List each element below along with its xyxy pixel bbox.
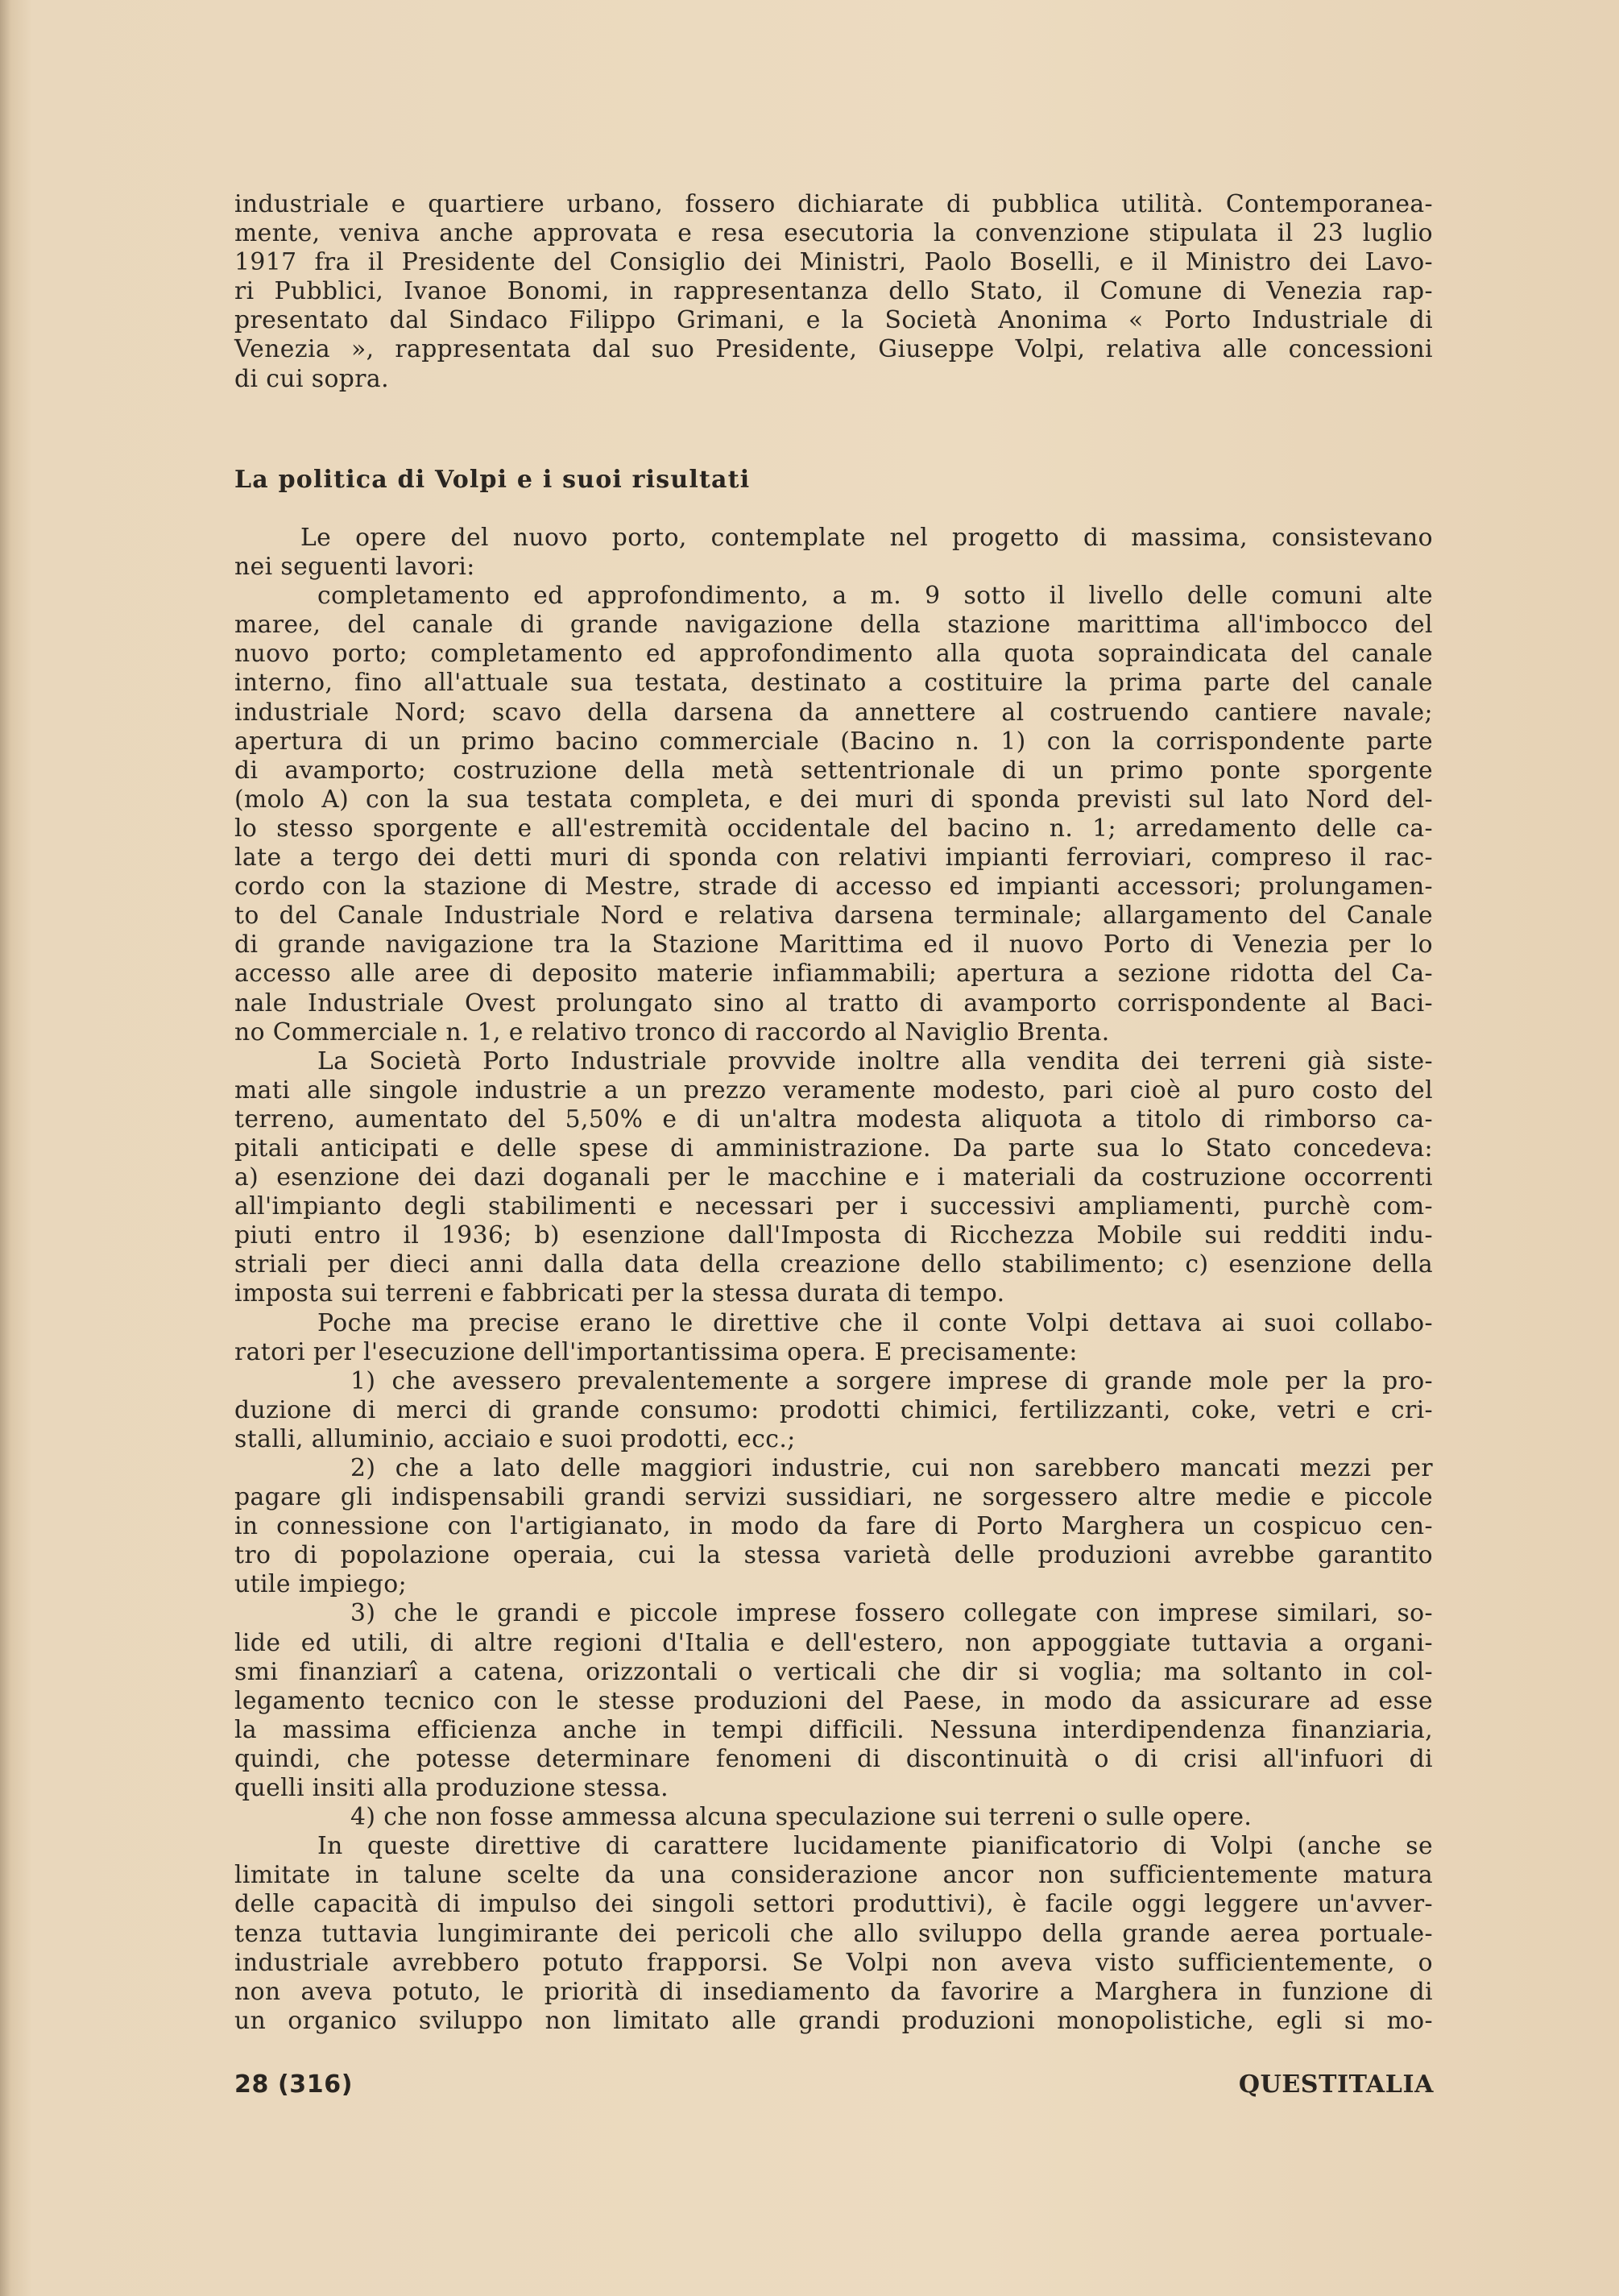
text-line: quelli insiti alla produzione stessa. [234,1774,669,1803]
text-line: completamento ed approfondimento, a m. 9 sotto il livello delle comuni alte [317,582,1433,611]
text-line: apertura di un primo bacino commerciale (Bacino n. 1) con la corrispondente parte [234,727,1433,756]
text-line: 3) che le grandi e piccole imprese fossero collegate con imprese similari, so- [350,1599,1433,1628]
text-line: pagare gli indispensabili grandi servizi sussidiari, ne sorgessero altre medie e piccole [234,1483,1433,1512]
text-line: cordo con la stazione di Mestre, strade di accesso ed impianti accessori; prolungamen- [234,872,1433,901]
text-line: mente, veniva anche approvata e resa esecutoria la convenzione stipulata il 23 luglio [234,219,1433,248]
text-line: di cui sopra. [234,364,389,393]
text-line: 1) che avessero prevalentemente a sorgere imprese di grande mole per la pro- [350,1366,1433,1395]
text-line: 4) che non fosse ammessa alcuna speculazione sui terreni o sulle opere. [350,1803,1253,1832]
text-line: industriale e quartiere urbano, fossero dichiarate di pubblica utilità. Contemporanea- [234,190,1433,218]
text-line: delle capacità di impulso dei singoli settori produttivi), è facile oggi leggere un'avver- [234,1890,1433,1919]
text-line: tenza tuttavia lungimirante dei pericoli che allo sviluppo della grande aerea portuale- [234,1919,1433,1948]
text-line: Venezia », rappresentata dal suo Presidente, Giuseppe Volpi, relativa alle concessioni [234,335,1433,364]
publication-name: QUESTITALIA [1238,2070,1434,2099]
text-line: presentato dal Sindaco Filippo Grimani, e la Società Anonima « Porto Industriale di [234,306,1433,335]
text-line: In queste direttive di carattere lucidamente pianificatorio di Volpi (anche se [317,1832,1433,1861]
text-line: no Commerciale n. 1, e relativo tronco di raccordo al Naviglio Brenta. [234,1017,1110,1046]
text-line: utile impiego; [234,1570,408,1599]
text-line: terreno, aumentato del 5,50% e di un'altra modesta aliquota a titolo di rimborso ca- [234,1104,1433,1133]
text-line: a) esenzione dei dazi doganali per le macchine e i materiali da costruzione occorrenti [234,1163,1433,1192]
text-line: 2) che a lato delle maggiori industrie, cui non sarebbero mancati mezzi per [350,1454,1433,1482]
text-line: non aveva potuto, le priorità di insediamento da favorire a Marghera in funzione di [234,1977,1433,2006]
text-line: Le opere del nuovo porto, contemplate nel progetto di massima, consistevano [300,524,1433,552]
text-line: mati alle singole industrie a un prezzo veramente modesto, pari cioè al puro costo del [234,1075,1433,1104]
text-line: 1917 fra il Presidente del Consiglio dei Ministri, Paolo Boselli, e il Ministro dei Lavo- [234,248,1433,277]
text-line: maree, del canale di grande navigazione della stazione marittima all'imbocco del [234,611,1433,640]
text-line: industriale avrebbero potuto frapporsi. Se Volpi non aveva visto sufficientemente, o [234,1948,1433,1977]
text-line: (molo A) con la sua testata completa, e dei muri di sponda previsti sul lato Nord del- [234,785,1433,814]
text-line: di avamporto; costruzione della metà settentrionale di un primo ponte sporgente [234,756,1433,785]
text-line: nei seguenti lavori: [234,553,475,582]
text-line: in connessione con l'artigianato, in modo da fare di Porto Marghera un cospicuo cen- [234,1512,1433,1541]
text-line: interno, fino all'attuale sua testata, destinato a costituire la prima parte del canale [234,669,1433,698]
text-line: tro di popolazione operaia, cui la stessa varietà delle produzioni avrebbe garantito [234,1541,1433,1570]
body-text [234,524,1433,2036]
text-line: imposta sui terreni e fabbricati per la stessa durata di tempo. [234,1279,1005,1308]
text-line: smi finanziarî a catena, orizzontali o verticali che dir si voglia; ma soltanto in col- [234,1657,1433,1686]
text-line: un organico sviluppo non limitato alle grandi produzioni monopolistiche, egli si mo- [234,2006,1433,2035]
text-line: Poche ma precise erano le direttive che il conte Volpi dettava ai suoi collabo- [317,1308,1433,1337]
text-line: quindi, che potesse determinare fenomeni di discontinuità o di crisi all'infuori di [234,1744,1433,1773]
text-line: limitate in talune scelte da una considerazione ancor non sufficientemente matura [234,1861,1433,1890]
page-number: 28 (316) [234,2070,354,2099]
text-line: pitali anticipati e delle spese di amministrazione. Da parte sua lo Stato concedeva: [234,1133,1433,1163]
text-line: piuti entro il 1936; b) esenzione dall'Imposta di Ricchezza Mobile sui redditi indu- [234,1221,1433,1250]
text-line: late a tergo dei detti muri di sponda con relativi impianti ferroviari, compreso il rac- [234,843,1433,872]
text-line: di grande navigazione tra la Stazione Marittima ed il nuovo Porto di Venezia per lo [234,930,1433,959]
text-line: nale Industriale Ovest prolungato sino al tratto di avamporto corrispondente al Baci- [234,988,1433,1017]
text-line: duzione di merci di grande consumo: prodotti chimici, fertilizzanti, coke, vetri e cri- [234,1395,1433,1424]
text-line: lide ed utili, di altre regioni d'Italia e dell'estero, non appoggiate tuttavia a organi- [234,1628,1433,1657]
text-line: La Società Porto Industriale provvide inoltre alla vendita dei terreni già siste- [317,1046,1433,1075]
text-line: legamento tecnico con le stesse produzioni del Paese, in modo da assicurare ad esse [234,1686,1433,1715]
section-heading: La politica di Volpi e i suoi risultati [234,466,751,494]
text-line: ri Pubblici, Ivanoe Bonomi, in rappresentanza dello Stato, il Comune di Venezia rap- [234,277,1433,306]
text-line: lo stesso sporgente e all'estremità occidentale del bacino n. 1; arredamento delle ca- [234,814,1433,843]
intro-paragraph [234,190,1433,394]
text-line: accesso alle aree di deposito materie infiammabili; apertura a sezione ridotta del Ca- [234,959,1433,988]
text-line: nuovo porto; completamento ed approfondimento alla quota sopraindicata del canale [234,640,1433,669]
text-line: to del Canale Industriale Nord e relativa darsena terminale; allargamento del Canale [234,901,1433,930]
text-line: ratori per l'esecuzione dell'importantissima opera. E precisamente: [234,1337,1078,1366]
text-line: all'impianto degli stabilimenti e necessari per i successivi ampliamenti, purchè com- [234,1192,1433,1221]
text-line: industriale Nord; scavo della darsena da annettere al costruendo cantiere navale; [234,698,1433,727]
text-line: striali per dieci anni dalla data della creazione dello stabilimento; c) esenzione della [234,1250,1433,1279]
text-line: stalli, alluminio, acciaio e suoi prodotti, ecc.; [234,1424,796,1453]
text-line: la massima efficienza anche in tempi difficili. Nessuna interdipendenza finanziaria, [234,1715,1433,1744]
